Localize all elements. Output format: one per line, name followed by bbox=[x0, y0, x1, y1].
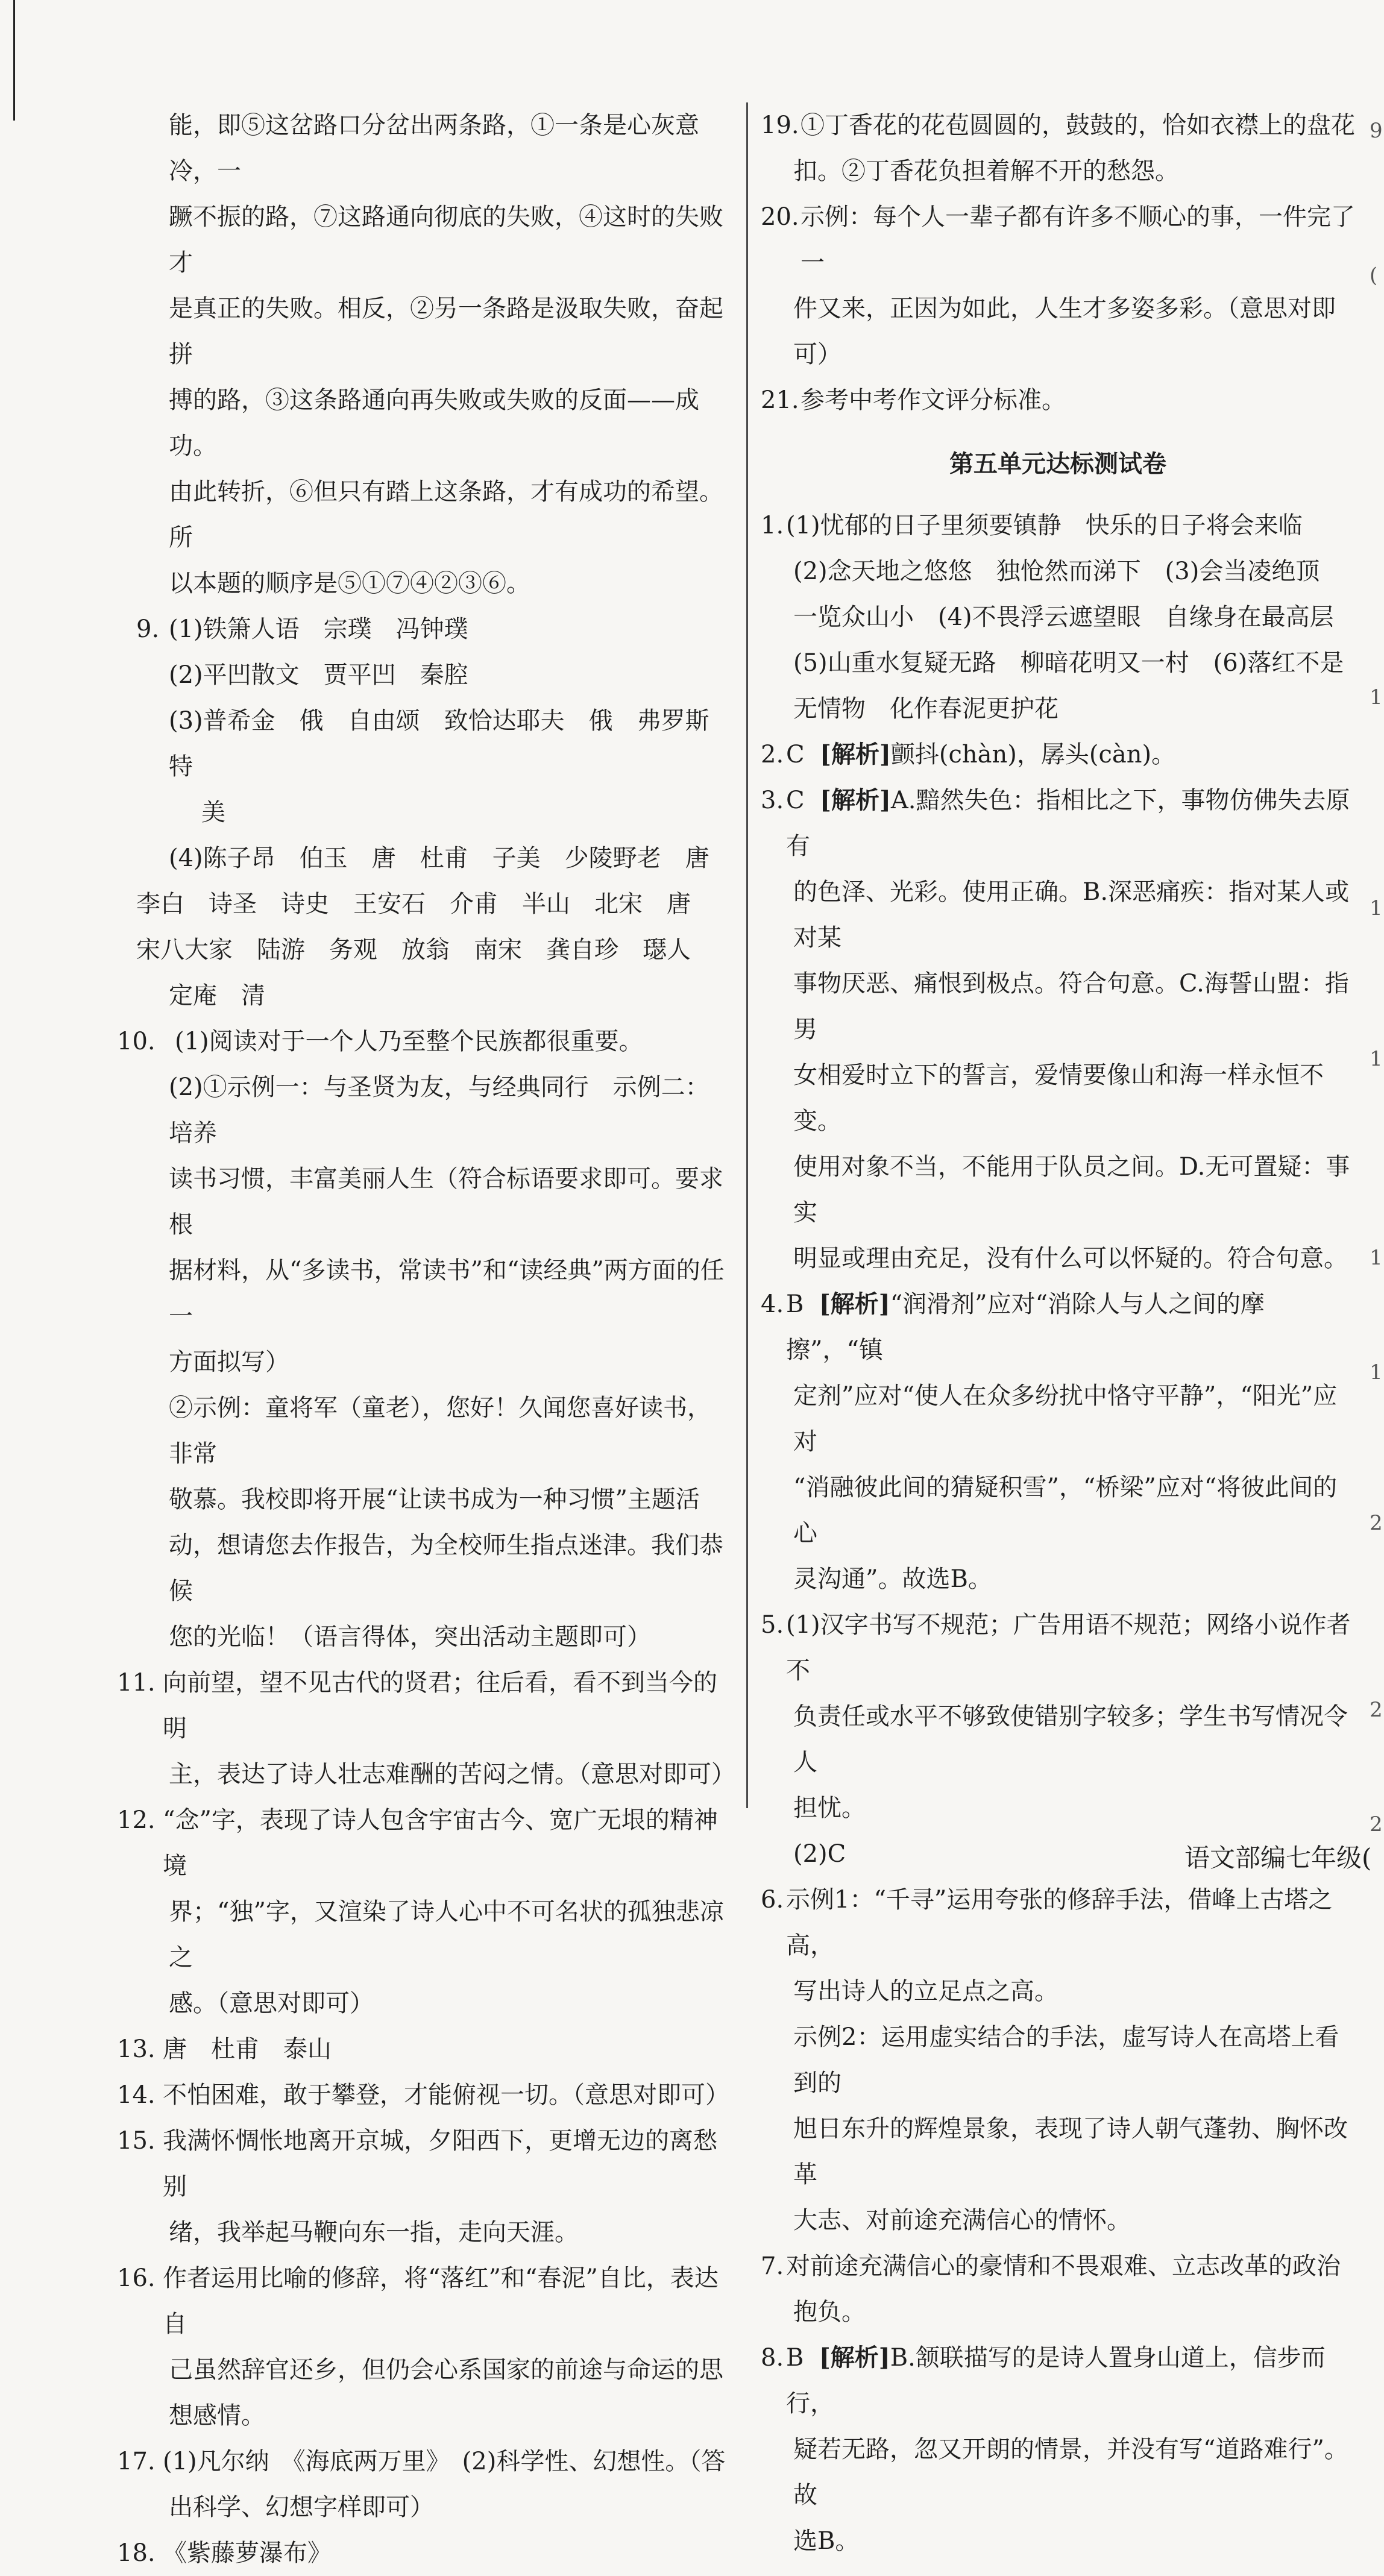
answer-15 bbox=[117, 2118, 733, 2255]
answer-17 bbox=[117, 2439, 733, 2530]
text-line: 李白 诗圣 诗史 王安石 介甫 半山 北宋 唐 bbox=[136, 890, 691, 918]
text-line: “念”字，表现了诗人包含宇宙古今、宽广无垠的精神境 bbox=[163, 1806, 718, 1880]
question-number: 1. bbox=[761, 512, 784, 539]
section-title: 第五单元达标测试卷 bbox=[949, 450, 1166, 478]
question-number: 14. bbox=[117, 2081, 156, 2109]
question-number: 6. bbox=[761, 1886, 784, 1914]
text-line: 使用对象不当，不能用于队员之间。D.无可置疑：事实 bbox=[793, 1153, 1350, 1227]
answer-20 bbox=[761, 194, 1355, 377]
text-line bbox=[786, 732, 1355, 778]
text-line: 定剂”应对“使人在众多纷扰中恪守平静”，“阳光”应对 bbox=[793, 1382, 1338, 1456]
analysis-text: “润滑剂”应对“消除人与人之间的摩擦”，“镇 bbox=[786, 1290, 1265, 1364]
text-line: (1)凡尔纳 《海底两万里》 (2)科学性、幻想性。（答 bbox=[163, 2448, 726, 2475]
text-line: 扣。②丁香花负担着解不开的愁怨。 bbox=[793, 157, 1179, 185]
text-line: (2)①示例一：与圣贤为友，与经典同行 示例二：培养 bbox=[169, 1073, 709, 1147]
text-line: 疑若无路，忽又开朗的情景，并没有写“道路难行”。故 bbox=[793, 2436, 1348, 2509]
margin-mark: 1 bbox=[1370, 1047, 1383, 1071]
text-line bbox=[786, 1281, 1355, 1373]
answer-9 bbox=[136, 606, 733, 1019]
margin-mark: 2 bbox=[1370, 1812, 1383, 1836]
analysis-tag: [解析] bbox=[820, 786, 891, 814]
text-line: 无情物 化作春泥更护花 bbox=[793, 695, 1058, 723]
text-line: ②示例：童将军（童老），您好！久闻您喜好读书，非常 bbox=[169, 1394, 711, 1468]
text-line: 蹶不振的路，⑦这路通向彻底的失败，④这时的失败才 bbox=[169, 203, 723, 277]
text-line: 参考中考作文评分标准。 bbox=[801, 386, 1066, 414]
margin-mark: 1 bbox=[1370, 685, 1383, 709]
text-line: 美 bbox=[201, 799, 225, 826]
text-line: 抱负。 bbox=[793, 2298, 866, 2326]
answer-11 bbox=[117, 1660, 735, 1797]
text-line: (1)阅读对于一个人乃至整个民族都很重要。 bbox=[175, 1028, 643, 1055]
text-line: 唐 杜甫 泰山 bbox=[163, 2035, 332, 2063]
answer-4 bbox=[761, 1281, 1355, 1602]
text-line bbox=[786, 778, 1355, 869]
text-line: 示例1：“千寻”运用夸张的修辞手法，借峰上古塔之高， bbox=[786, 1886, 1333, 1959]
left-column bbox=[117, 102, 735, 2576]
text-line: 宋八大家 陆游 务观 放翁 南宋 龚自珍 璱人 bbox=[136, 936, 691, 964]
margin-mark: 2 bbox=[1370, 1511, 1383, 1535]
right-column bbox=[761, 102, 1355, 2564]
text-line: 动，想请您去作报告，为全校师生指点迷津。我们恭候 bbox=[169, 1531, 723, 1605]
column-divider bbox=[746, 102, 748, 1808]
answer-19 bbox=[761, 102, 1355, 194]
text-line: 是真正的失败。相反，②另一条路是汲取失败，奋起拼 bbox=[169, 295, 723, 368]
page-edge-line bbox=[13, 0, 15, 121]
analysis-tag: [解析] bbox=[820, 740, 891, 768]
answer-8 bbox=[761, 2335, 1355, 2564]
answer-letter: B bbox=[786, 2344, 804, 2372]
text-line: 想感情。 bbox=[169, 2402, 265, 2430]
text-line: 不怕困难，敢于攀登，才能俯视一切。（意思对即可） bbox=[163, 2081, 729, 2109]
answer-12 bbox=[117, 1797, 733, 2026]
text-line: 界；“独”字，又渲染了诗人心中不可名状的孤独悲凉之 bbox=[169, 1898, 724, 1971]
margin-mark: 1 bbox=[1370, 1246, 1383, 1270]
text-line: 对前途充满信心的豪情和不畏艰难、立志改革的政治 bbox=[786, 2252, 1341, 2280]
text-line: (2)念天地之悠悠 独怆然而涕下 (3)会当凌绝顶 bbox=[793, 558, 1320, 585]
answer-14 bbox=[117, 2072, 733, 2118]
text-line: 大志、对前途充满信心的情怀。 bbox=[793, 2207, 1131, 2234]
text-line bbox=[786, 2335, 1355, 2427]
question-number: 12. bbox=[117, 1806, 156, 1834]
question-number: 5. bbox=[761, 1611, 784, 1639]
text-line: 明显或理由充足，没有什么可以怀疑的。符合句意。 bbox=[793, 1245, 1348, 1272]
text-line: 搏的路，③这条路通向再失败或失败的反面——成功。 bbox=[169, 386, 699, 460]
answer-6 bbox=[761, 1877, 1355, 2243]
text-line: 感。（意思对即可） bbox=[169, 1990, 374, 2017]
question-number: 11. bbox=[117, 1669, 156, 1697]
analysis-text: A.黯然失色：指相比之下，事物仿佛失去原有 bbox=[786, 787, 1350, 860]
text-line: “消融彼此间的猜疑积雪”，“桥梁”应对“将彼此间的心 bbox=[793, 1474, 1338, 1547]
text-line: 我满怀惆怅地离开京城，夕阳西下，更增无边的离愁别 bbox=[163, 2127, 717, 2201]
answer-18 bbox=[117, 2530, 733, 2576]
answer-13 bbox=[117, 2026, 733, 2072]
text-line: (2)C bbox=[793, 1840, 846, 1868]
text-line: 选B。 bbox=[793, 2527, 860, 2555]
answer-16 bbox=[117, 2255, 733, 2439]
margin-mark: 1 bbox=[1370, 1360, 1383, 1384]
question-number: 18. bbox=[117, 2539, 156, 2567]
margin-mark: ( bbox=[1370, 263, 1378, 287]
text-line: 读书习惯，丰富美丽人生（符合标语要求即可。要求根 bbox=[169, 1165, 723, 1239]
answer-10 bbox=[117, 1019, 733, 1660]
text-line: 己虽然辞官还乡，但仍会心系国家的前途与命运的思 bbox=[169, 2356, 723, 2384]
text-line: 件又来，正因为如此，人生才多姿多彩。（意思对即可） bbox=[793, 295, 1336, 368]
answer-letter: C bbox=[786, 741, 805, 768]
question-number: 16. bbox=[117, 2264, 156, 2292]
text-line: 能，即⑤这岔路口分岔出两条路，①一条是心灰意冷，一 bbox=[169, 112, 699, 185]
text-line: 绪，我举起马鞭向东一指，走向天涯。 bbox=[169, 2219, 579, 2246]
margin-mark: 9 bbox=[1370, 119, 1383, 143]
text-line: (3)普希金 俄 自由颂 致恰达耶夫 俄 弗罗斯特 bbox=[169, 707, 709, 781]
text-line: 以本题的顺序是⑤①⑦④②③⑥。 bbox=[169, 570, 530, 597]
analysis-tag: [解析] bbox=[819, 2343, 890, 2372]
question-number: 9. bbox=[136, 615, 160, 643]
text-line: 您的光临！（语言得体，突出活动主题即可） bbox=[169, 1623, 651, 1651]
page-footer: 语文部编七年级( bbox=[1184, 1843, 1372, 1873]
answer-8-continued bbox=[136, 102, 733, 606]
text-line: 灵沟通”。故选B。 bbox=[793, 1565, 992, 1593]
text-line: 旭日东升的辉煌景象，表现了诗人朝气蓬勃、胸怀改革 bbox=[793, 2115, 1348, 2188]
analysis-text: B.颔联描写的是诗人置身山道上，信步而行， bbox=[786, 2344, 1326, 2417]
text-line: 由此转折，⑥但只有踏上这条路，才有成功的希望。所 bbox=[169, 478, 723, 551]
question-number: 13. bbox=[117, 2035, 156, 2063]
text-line: 的色泽、光彩。使用正确。B.深恶痛疾：指对某人或对某 bbox=[793, 878, 1350, 952]
text-line: 据材料，从“多读书，常读书”和“读经典”两方面的任一 bbox=[169, 1257, 725, 1330]
question-number: 4. bbox=[761, 1290, 784, 1318]
analysis-text: 颤抖(chàn)，孱头(càn)。 bbox=[890, 741, 1176, 768]
question-number: 10. bbox=[117, 1028, 156, 1055]
text-line: 示例：每个人一辈子都有许多不顺心的事，一件完了一 bbox=[801, 203, 1355, 277]
answer-letter: C bbox=[786, 787, 805, 814]
text-line: 定庵 清 bbox=[169, 982, 265, 1010]
text-line: 敬慕。我校即将开展“让读书成为一种习惯”主题活 bbox=[169, 1486, 700, 1513]
question-number: 15. bbox=[117, 2127, 156, 2155]
answer-2 bbox=[761, 732, 1355, 778]
question-number: 20. bbox=[761, 203, 799, 231]
question-number: 19. bbox=[761, 112, 799, 139]
text-line: 示例2：运用虚实结合的手法，虚写诗人在高塔上看到的 bbox=[793, 2023, 1339, 2097]
question-number: 17. bbox=[117, 2448, 156, 2475]
margin-mark: 2 bbox=[1370, 1698, 1383, 1722]
text-line: 写出诗人的立足点之高。 bbox=[793, 1978, 1058, 2005]
text-line: 女相爱时立下的誓言，爱情要像山和海一样永恒不变。 bbox=[793, 1061, 1324, 1135]
text-line: 作者运用比喻的修辞，将“落红”和“春泥”自比，表达自 bbox=[163, 2264, 719, 2338]
question-number: 2. bbox=[761, 741, 784, 768]
text-line: (1)忧郁的日子里须要镇静 快乐的日子将会来临 bbox=[786, 512, 1303, 539]
analysis-tag: [解析] bbox=[819, 1290, 890, 1318]
text-line: 方面拟写） bbox=[169, 1348, 289, 1376]
question-number: 3. bbox=[761, 787, 784, 814]
text-line: 担忧。 bbox=[793, 1794, 866, 1822]
text-line: (1)铁箫人语 宗璞 冯钟璞 bbox=[169, 615, 468, 643]
text-line: 《紫藤萝瀑布》 bbox=[163, 2539, 332, 2567]
text-line: (2)平凹散文 贾平凹 秦腔 bbox=[169, 661, 468, 689]
margin-mark: 1 bbox=[1370, 896, 1383, 920]
text-line: 出科学、幻想字样即可） bbox=[169, 2493, 434, 2521]
text-line: 向前望，望不见古代的贤君；往后看，看不到当今的明 bbox=[163, 1669, 717, 1742]
answer-21 bbox=[761, 377, 1355, 423]
answer-1 bbox=[761, 503, 1355, 732]
text-line: 主，表达了诗人壮志难酬的苦闷之情。（意思对即可） bbox=[169, 1761, 735, 1788]
text-line: (5)山重水复疑无路 柳暗花明又一村 (6)落红不是 bbox=[793, 649, 1344, 677]
text-line: (1)汉字书写不规范；广告用语不规范；网络小说作者不 bbox=[786, 1611, 1351, 1685]
question-number: 7. bbox=[761, 2252, 784, 2280]
text-line: 一览众山小 (4)不畏浮云遮望眼 自缘身在最高层 bbox=[793, 603, 1334, 631]
question-number: 21. bbox=[761, 386, 799, 414]
answer-5 bbox=[761, 1602, 1355, 1877]
text-line: 负责任或水平不够致使错别字较多；学生书写情况令人 bbox=[793, 1703, 1348, 1776]
answer-3 bbox=[761, 778, 1355, 1281]
question-number: 8. bbox=[761, 2344, 784, 2372]
text-line: ①丁香花的花苞圆圆的，鼓鼓的，恰如衣襟上的盘花 bbox=[801, 112, 1355, 139]
text-line: 事物厌恶、痛恨到极点。符合句意。C.海誓山盟：指男 bbox=[793, 970, 1349, 1043]
answer-letter: B bbox=[786, 1290, 804, 1318]
answer-7 bbox=[761, 2243, 1355, 2335]
text-line: (4)陈子昂 伯玉 唐 杜甫 子美 少陵野老 唐 bbox=[169, 844, 709, 872]
